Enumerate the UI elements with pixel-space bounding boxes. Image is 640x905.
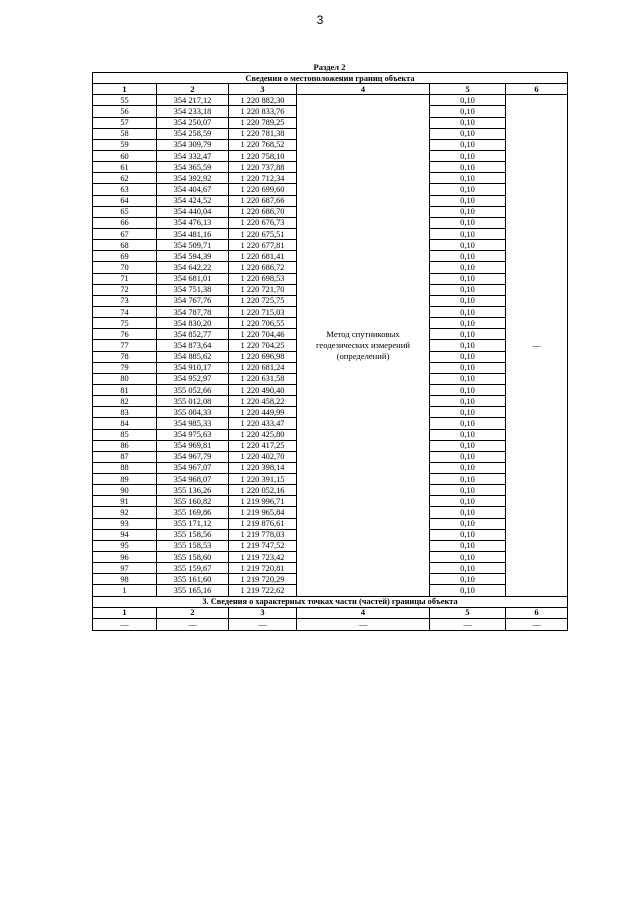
coordinate-y: 1 220 833,76 — [229, 106, 297, 117]
coordinate-x: 355 161,60 — [157, 574, 229, 585]
coordinate-y: 1 220 676,73 — [229, 217, 297, 228]
part-column-number: 6 — [506, 607, 568, 618]
point-number: 92 — [93, 507, 157, 518]
column-number: 3 — [229, 84, 297, 95]
coordinate-y: 1 220 675,51 — [229, 228, 297, 239]
accuracy: 0,10 — [430, 240, 506, 251]
coordinate-x: 354 967,07 — [157, 462, 229, 473]
coordinate-y: 1 219 747,52 — [229, 540, 297, 551]
point-number: 78 — [93, 351, 157, 362]
coordinate-x: 354 332,47 — [157, 150, 229, 161]
point-number: 59 — [93, 139, 157, 150]
coordinate-x: 355 165,16 — [157, 585, 229, 596]
coordinate-y: 1 220 768,52 — [229, 139, 297, 150]
coordinate-x: 354 392,92 — [157, 173, 229, 184]
coordinate-x: 354 885,62 — [157, 351, 229, 362]
coordinate-x: 354 594,39 — [157, 251, 229, 262]
coordinate-y: 1 220 686,72 — [229, 262, 297, 273]
coordinate-x: 355 052,66 — [157, 384, 229, 395]
point-number: 85 — [93, 429, 157, 440]
page-number: 3 — [316, 13, 324, 27]
coordinate-x: 354 952,97 — [157, 373, 229, 384]
accuracy: 0,10 — [430, 295, 506, 306]
column-number-row — [93, 84, 568, 95]
coordinate-y: 1 220 681,24 — [229, 362, 297, 373]
accuracy: 0,10 — [430, 418, 506, 429]
part-column-number: 5 — [430, 607, 506, 618]
coordinate-y: 1 220 681,41 — [229, 251, 297, 262]
coordinate-y: 1 220 725,75 — [229, 295, 297, 306]
point-number: 74 — [93, 306, 157, 317]
coordinate-y: 1 220 712,34 — [229, 173, 297, 184]
coordinate-x: 354 852,77 — [157, 329, 229, 340]
column-number: 1 — [93, 84, 157, 95]
coordinate-x: 354 481,16 — [157, 228, 229, 239]
accuracy: 0,10 — [430, 251, 506, 262]
accuracy: 0,10 — [430, 273, 506, 284]
accuracy: 0,10 — [430, 362, 506, 373]
accuracy: 0,10 — [430, 407, 506, 418]
coordinate-y: 1 220 449,99 — [229, 407, 297, 418]
coordinate-y: 1 220 402,70 — [229, 451, 297, 462]
coordinate-y: 1 219 720,29 — [229, 574, 297, 585]
coordinate-y: 1 219 778,03 — [229, 529, 297, 540]
part-empty-row — [93, 618, 568, 630]
accuracy: 0,10 — [430, 373, 506, 384]
point-number: 56 — [93, 106, 157, 117]
coordinate-y: 1 220 391,15 — [229, 474, 297, 485]
part-section-title: 3. Сведения о характерных точках части (частей) границы объекта — [93, 596, 568, 607]
coordinate-x: 354 404,67 — [157, 184, 229, 195]
accuracy: 0,10 — [430, 217, 506, 228]
point-number: 73 — [93, 295, 157, 306]
part-column-number: 4 — [297, 607, 430, 618]
coordinate-x: 355 012,08 — [157, 396, 229, 407]
accuracy: 0,10 — [430, 462, 506, 473]
point-number: 60 — [93, 150, 157, 161]
coordinate-y: 1 220 704,46 — [229, 329, 297, 340]
coordinate-x: 354 767,76 — [157, 295, 229, 306]
coordinate-y: 1 220 721,70 — [229, 284, 297, 295]
coordinate-x: 354 424,52 — [157, 195, 229, 206]
coordinate-x: 355 136,26 — [157, 485, 229, 496]
point-number: 89 — [93, 474, 157, 485]
accuracy: 0,10 — [430, 173, 506, 184]
accuracy: 0,10 — [430, 429, 506, 440]
accuracy: 0,10 — [430, 139, 506, 150]
coordinate-x: 355 158,56 — [157, 529, 229, 540]
coordinate-y: 1 220 677,81 — [229, 240, 297, 251]
coordinate-x: 354 642,22 — [157, 262, 229, 273]
point-number: 88 — [93, 462, 157, 473]
dash-cell: — — [93, 618, 157, 630]
point-number: 62 — [93, 173, 157, 184]
coordinate-x: 355 169,86 — [157, 507, 229, 518]
accuracy: 0,10 — [430, 529, 506, 540]
point-number: 72 — [93, 284, 157, 295]
column6-cell: — — [506, 95, 568, 596]
accuracy: 0,10 — [430, 150, 506, 161]
accuracy: 0,10 — [430, 206, 506, 217]
point-number: 58 — [93, 128, 157, 139]
coordinate-x: 354 681,01 — [157, 273, 229, 284]
point-number: 76 — [93, 329, 157, 340]
coordinate-y: 1 220 696,98 — [229, 351, 297, 362]
section-title: Раздел 2 — [313, 62, 346, 72]
coordinate-x: 355 004,33 — [157, 407, 229, 418]
point-number: 70 — [93, 262, 157, 273]
coordinate-y: 1 219 965,84 — [229, 507, 297, 518]
coordinate-y: 1 219 876,61 — [229, 518, 297, 529]
point-number: 61 — [93, 162, 157, 173]
accuracy: 0,10 — [430, 396, 506, 407]
coordinate-x: 354 250,07 — [157, 117, 229, 128]
coordinate-y: 1 220 433,47 — [229, 418, 297, 429]
coordinate-y: 1 220 789,25 — [229, 117, 297, 128]
dash-cell: — — [157, 618, 229, 630]
coordinate-x: 354 509,71 — [157, 240, 229, 251]
accuracy: 0,10 — [430, 284, 506, 295]
accuracy: 0,10 — [430, 507, 506, 518]
dash-cell: — — [506, 618, 568, 630]
column-number: 5 — [430, 84, 506, 95]
coordinate-x: 354 309,79 — [157, 139, 229, 150]
dash-cell: — — [297, 618, 430, 630]
coordinate-y: 1 220 737,88 — [229, 162, 297, 173]
coordinate-x: 354 910,17 — [157, 362, 229, 373]
coordinate-x: 355 160,82 — [157, 496, 229, 507]
point-number: 55 — [93, 95, 157, 106]
dash-cell: — — [229, 618, 297, 630]
point-number: 65 — [93, 206, 157, 217]
coordinate-x: 354 969,81 — [157, 440, 229, 451]
accuracy: 0,10 — [430, 128, 506, 139]
accuracy: 0,10 — [430, 184, 506, 195]
point-number: 81 — [93, 384, 157, 395]
dash-cell: — — [430, 618, 506, 630]
coordinate-y: 1 220 699,60 — [229, 184, 297, 195]
coordinate-x: 354 967,79 — [157, 451, 229, 462]
column-number: 4 — [297, 84, 430, 95]
part-column-number: 2 — [157, 607, 229, 618]
point-number: 90 — [93, 485, 157, 496]
boundary-table — [92, 72, 568, 631]
accuracy: 0,10 — [430, 496, 506, 507]
accuracy: 0,10 — [430, 451, 506, 462]
accuracy: 0,10 — [430, 474, 506, 485]
point-number: 91 — [93, 496, 157, 507]
coordinate-y: 1 220 490,40 — [229, 384, 297, 395]
coordinate-x: 354 787,78 — [157, 306, 229, 317]
coordinate-x: 354 365,59 — [157, 162, 229, 173]
table-title: Сведения о местоположении границ объекта — [93, 73, 568, 84]
point-number: 64 — [93, 195, 157, 206]
point-number: 98 — [93, 574, 157, 585]
accuracy: 0,10 — [430, 518, 506, 529]
coordinate-y: 1 220 758,10 — [229, 150, 297, 161]
coordinate-y: 1 219 723,42 — [229, 552, 297, 563]
accuracy: 0,10 — [430, 351, 506, 362]
point-number: 96 — [93, 552, 157, 563]
coordinate-x: 355 158,53 — [157, 540, 229, 551]
coordinate-y: 1 220 687,66 — [229, 195, 297, 206]
point-number: 94 — [93, 529, 157, 540]
coordinate-x: 354 985,33 — [157, 418, 229, 429]
coordinate-y: 1 220 425,80 — [229, 429, 297, 440]
coordinate-y: 1 220 706,55 — [229, 318, 297, 329]
point-number: 68 — [93, 240, 157, 251]
coordinate-y: 1 220 882,30 — [229, 95, 297, 106]
accuracy: 0,10 — [430, 262, 506, 273]
point-number: 77 — [93, 340, 157, 351]
accuracy: 0,10 — [430, 162, 506, 173]
point-number: 86 — [93, 440, 157, 451]
coordinate-y: 1 220 052,16 — [229, 485, 297, 496]
coordinate-x: 354 217,12 — [157, 95, 229, 106]
accuracy: 0,10 — [430, 585, 506, 596]
point-number: 80 — [93, 373, 157, 384]
coordinate-y: 1 220 704,25 — [229, 340, 297, 351]
point-number: 1 — [93, 585, 157, 596]
point-number: 84 — [93, 418, 157, 429]
coordinate-y: 1 219 720,81 — [229, 563, 297, 574]
coordinate-x: 354 751,38 — [157, 284, 229, 295]
point-number: 82 — [93, 396, 157, 407]
accuracy: 0,10 — [430, 384, 506, 395]
accuracy: 0,10 — [430, 329, 506, 340]
point-number: 66 — [93, 217, 157, 228]
coordinate-y: 1 220 417,25 — [229, 440, 297, 451]
coordinate-x: 355 158,60 — [157, 552, 229, 563]
accuracy: 0,10 — [430, 552, 506, 563]
point-number: 71 — [93, 273, 157, 284]
table-row — [93, 95, 568, 106]
coordinate-x: 354 440,04 — [157, 206, 229, 217]
accuracy: 0,10 — [430, 117, 506, 128]
coordinate-x: 354 233,18 — [157, 106, 229, 117]
coordinate-x: 354 968,07 — [157, 474, 229, 485]
column-number: 6 — [506, 84, 568, 95]
accuracy: 0,10 — [430, 540, 506, 551]
coordinate-x: 354 830,20 — [157, 318, 229, 329]
point-number: 79 — [93, 362, 157, 373]
coordinate-y: 1 220 686,70 — [229, 206, 297, 217]
coordinate-x: 354 873,64 — [157, 340, 229, 351]
coordinate-x: 355 171,12 — [157, 518, 229, 529]
coordinate-x: 354 476,13 — [157, 217, 229, 228]
accuracy: 0,10 — [430, 574, 506, 585]
part-column-number: 1 — [93, 607, 157, 618]
coordinate-y: 1 219 722,62 — [229, 585, 297, 596]
coordinate-x: 355 159,67 — [157, 563, 229, 574]
point-number: 95 — [93, 540, 157, 551]
point-number: 97 — [93, 563, 157, 574]
point-number: 87 — [93, 451, 157, 462]
point-number: 63 — [93, 184, 157, 195]
point-number: 75 — [93, 318, 157, 329]
coordinate-y: 1 220 781,38 — [229, 128, 297, 139]
point-number: 93 — [93, 518, 157, 529]
point-number: 83 — [93, 407, 157, 418]
coordinate-y: 1 220 715,03 — [229, 306, 297, 317]
column-number: 2 — [157, 84, 229, 95]
accuracy: 0,10 — [430, 228, 506, 239]
point-number: 67 — [93, 228, 157, 239]
accuracy: 0,10 — [430, 95, 506, 106]
accuracy: 0,10 — [430, 340, 506, 351]
accuracy: 0,10 — [430, 485, 506, 496]
coordinate-x: 354 975,63 — [157, 429, 229, 440]
point-number: 69 — [93, 251, 157, 262]
accuracy: 0,10 — [430, 318, 506, 329]
accuracy: 0,10 — [430, 106, 506, 117]
coordinate-y: 1 220 458,22 — [229, 396, 297, 407]
coordinate-y: 1 220 398,14 — [229, 462, 297, 473]
method-cell: Метод спутниковых геодезических измерений (определений) — [297, 95, 430, 596]
part-column-number: 3 — [229, 607, 297, 618]
coordinate-y: 1 220 631,58 — [229, 373, 297, 384]
accuracy: 0,10 — [430, 195, 506, 206]
part-column-number-row — [93, 607, 568, 618]
accuracy: 0,10 — [430, 440, 506, 451]
coordinate-y: 1 219 996,71 — [229, 496, 297, 507]
accuracy: 0,10 — [430, 306, 506, 317]
coordinate-x: 354 258,59 — [157, 128, 229, 139]
accuracy: 0,10 — [430, 563, 506, 574]
point-number: 57 — [93, 117, 157, 128]
coordinate-y: 1 220 698,53 — [229, 273, 297, 284]
